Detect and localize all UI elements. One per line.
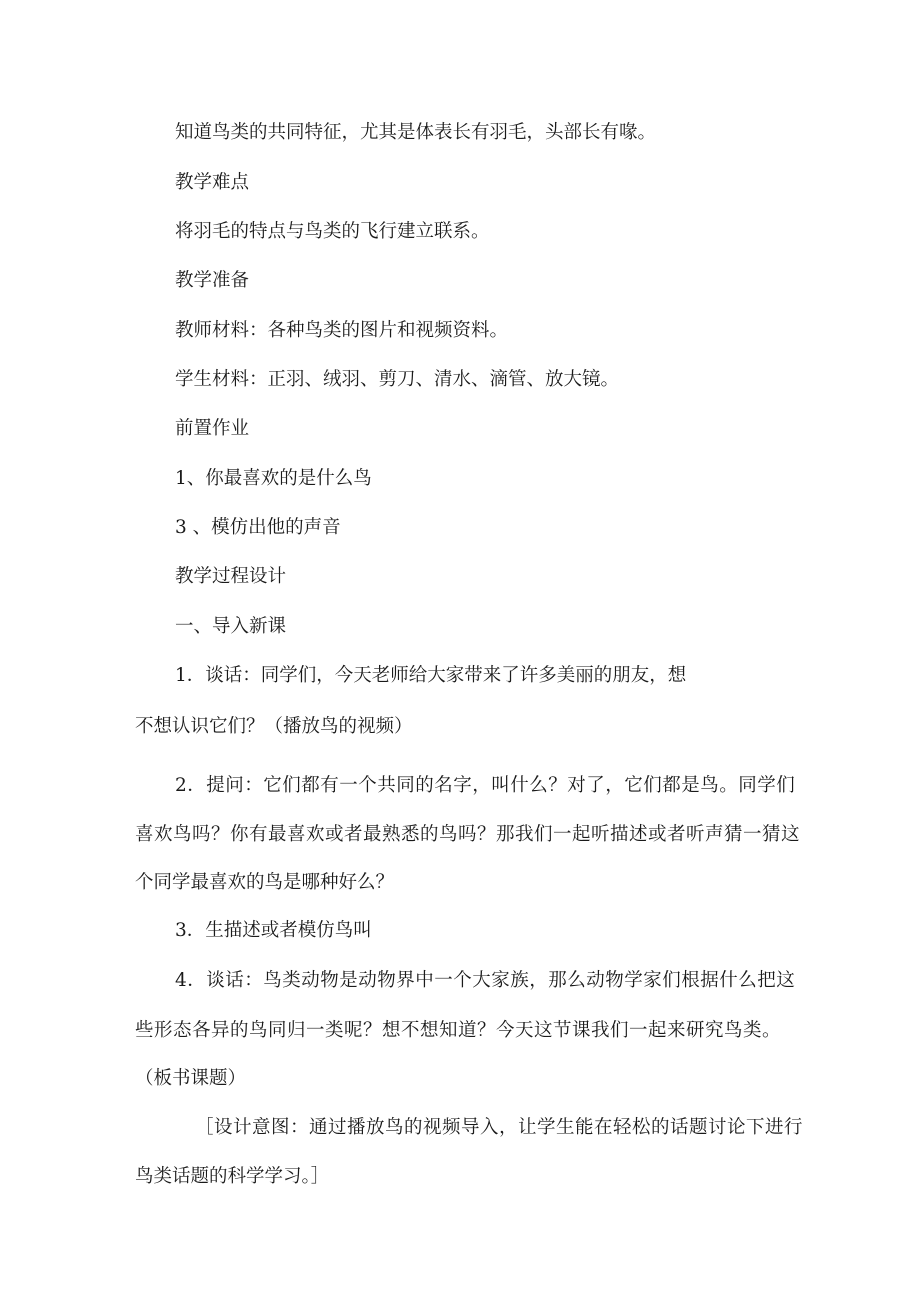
- text-line: （板书课题）: [135, 1068, 247, 1089]
- text-line: 喜欢鸟吗？你有最喜欢或者最熟悉的鸟吗？那我们一起听描述或者听声猜一猜这: [135, 824, 801, 845]
- list-item: 3 、模仿出他的声音: [175, 517, 341, 538]
- list-item: 1．谈话：同学们，今天老师给大家带来了许多美丽的朋友，想: [175, 665, 687, 686]
- text-line: 不想认识它们？（播放鸟的视频）: [135, 716, 413, 737]
- text-line: 些形态各异的鸟同归一类呢？想不想知道？今天这节课我们一起来研究鸟类。: [135, 1020, 782, 1041]
- design-note: 鸟类话题的科学学习。］: [135, 1166, 330, 1187]
- list-item: 2．提问：它们都有一个共同的名字，叫什么？对了，它们都是鸟。同学们: [175, 775, 796, 796]
- list-item: 1、你最喜欢的是什么鸟: [175, 468, 372, 489]
- design-note: ［设计意图：通过播放鸟的视频导入，让学生能在轻松的话题讨论下进行: [195, 1117, 804, 1138]
- list-item: 3．生描述或者模仿鸟叫: [175, 920, 372, 941]
- text-line: 知道鸟类的共同特征，尤其是体表长有羽毛，头部长有喙。: [175, 122, 657, 143]
- text-line: 个同学最喜欢的鸟是哪种好么？: [135, 872, 395, 893]
- section-heading: 教学准备: [175, 270, 250, 291]
- list-item: 4．谈话：鸟类动物是动物界中一个大家族，那么动物学家们根据什么把这: [175, 970, 796, 991]
- subsection-heading: 一、导入新课: [175, 616, 287, 637]
- text-line: 学生材料：正羽、绒羽、剪刀、清水、滴管、放大镜。: [175, 369, 620, 390]
- text-line: 将羽毛的特点与鸟类的飞行建立联系。: [175, 221, 490, 242]
- section-heading: 教学难点: [175, 172, 250, 193]
- section-heading: 前置作业: [175, 418, 250, 439]
- text-line: 教师材料：各种鸟类的图片和视频资料。: [175, 320, 509, 341]
- section-heading: 教学过程设计: [175, 566, 287, 587]
